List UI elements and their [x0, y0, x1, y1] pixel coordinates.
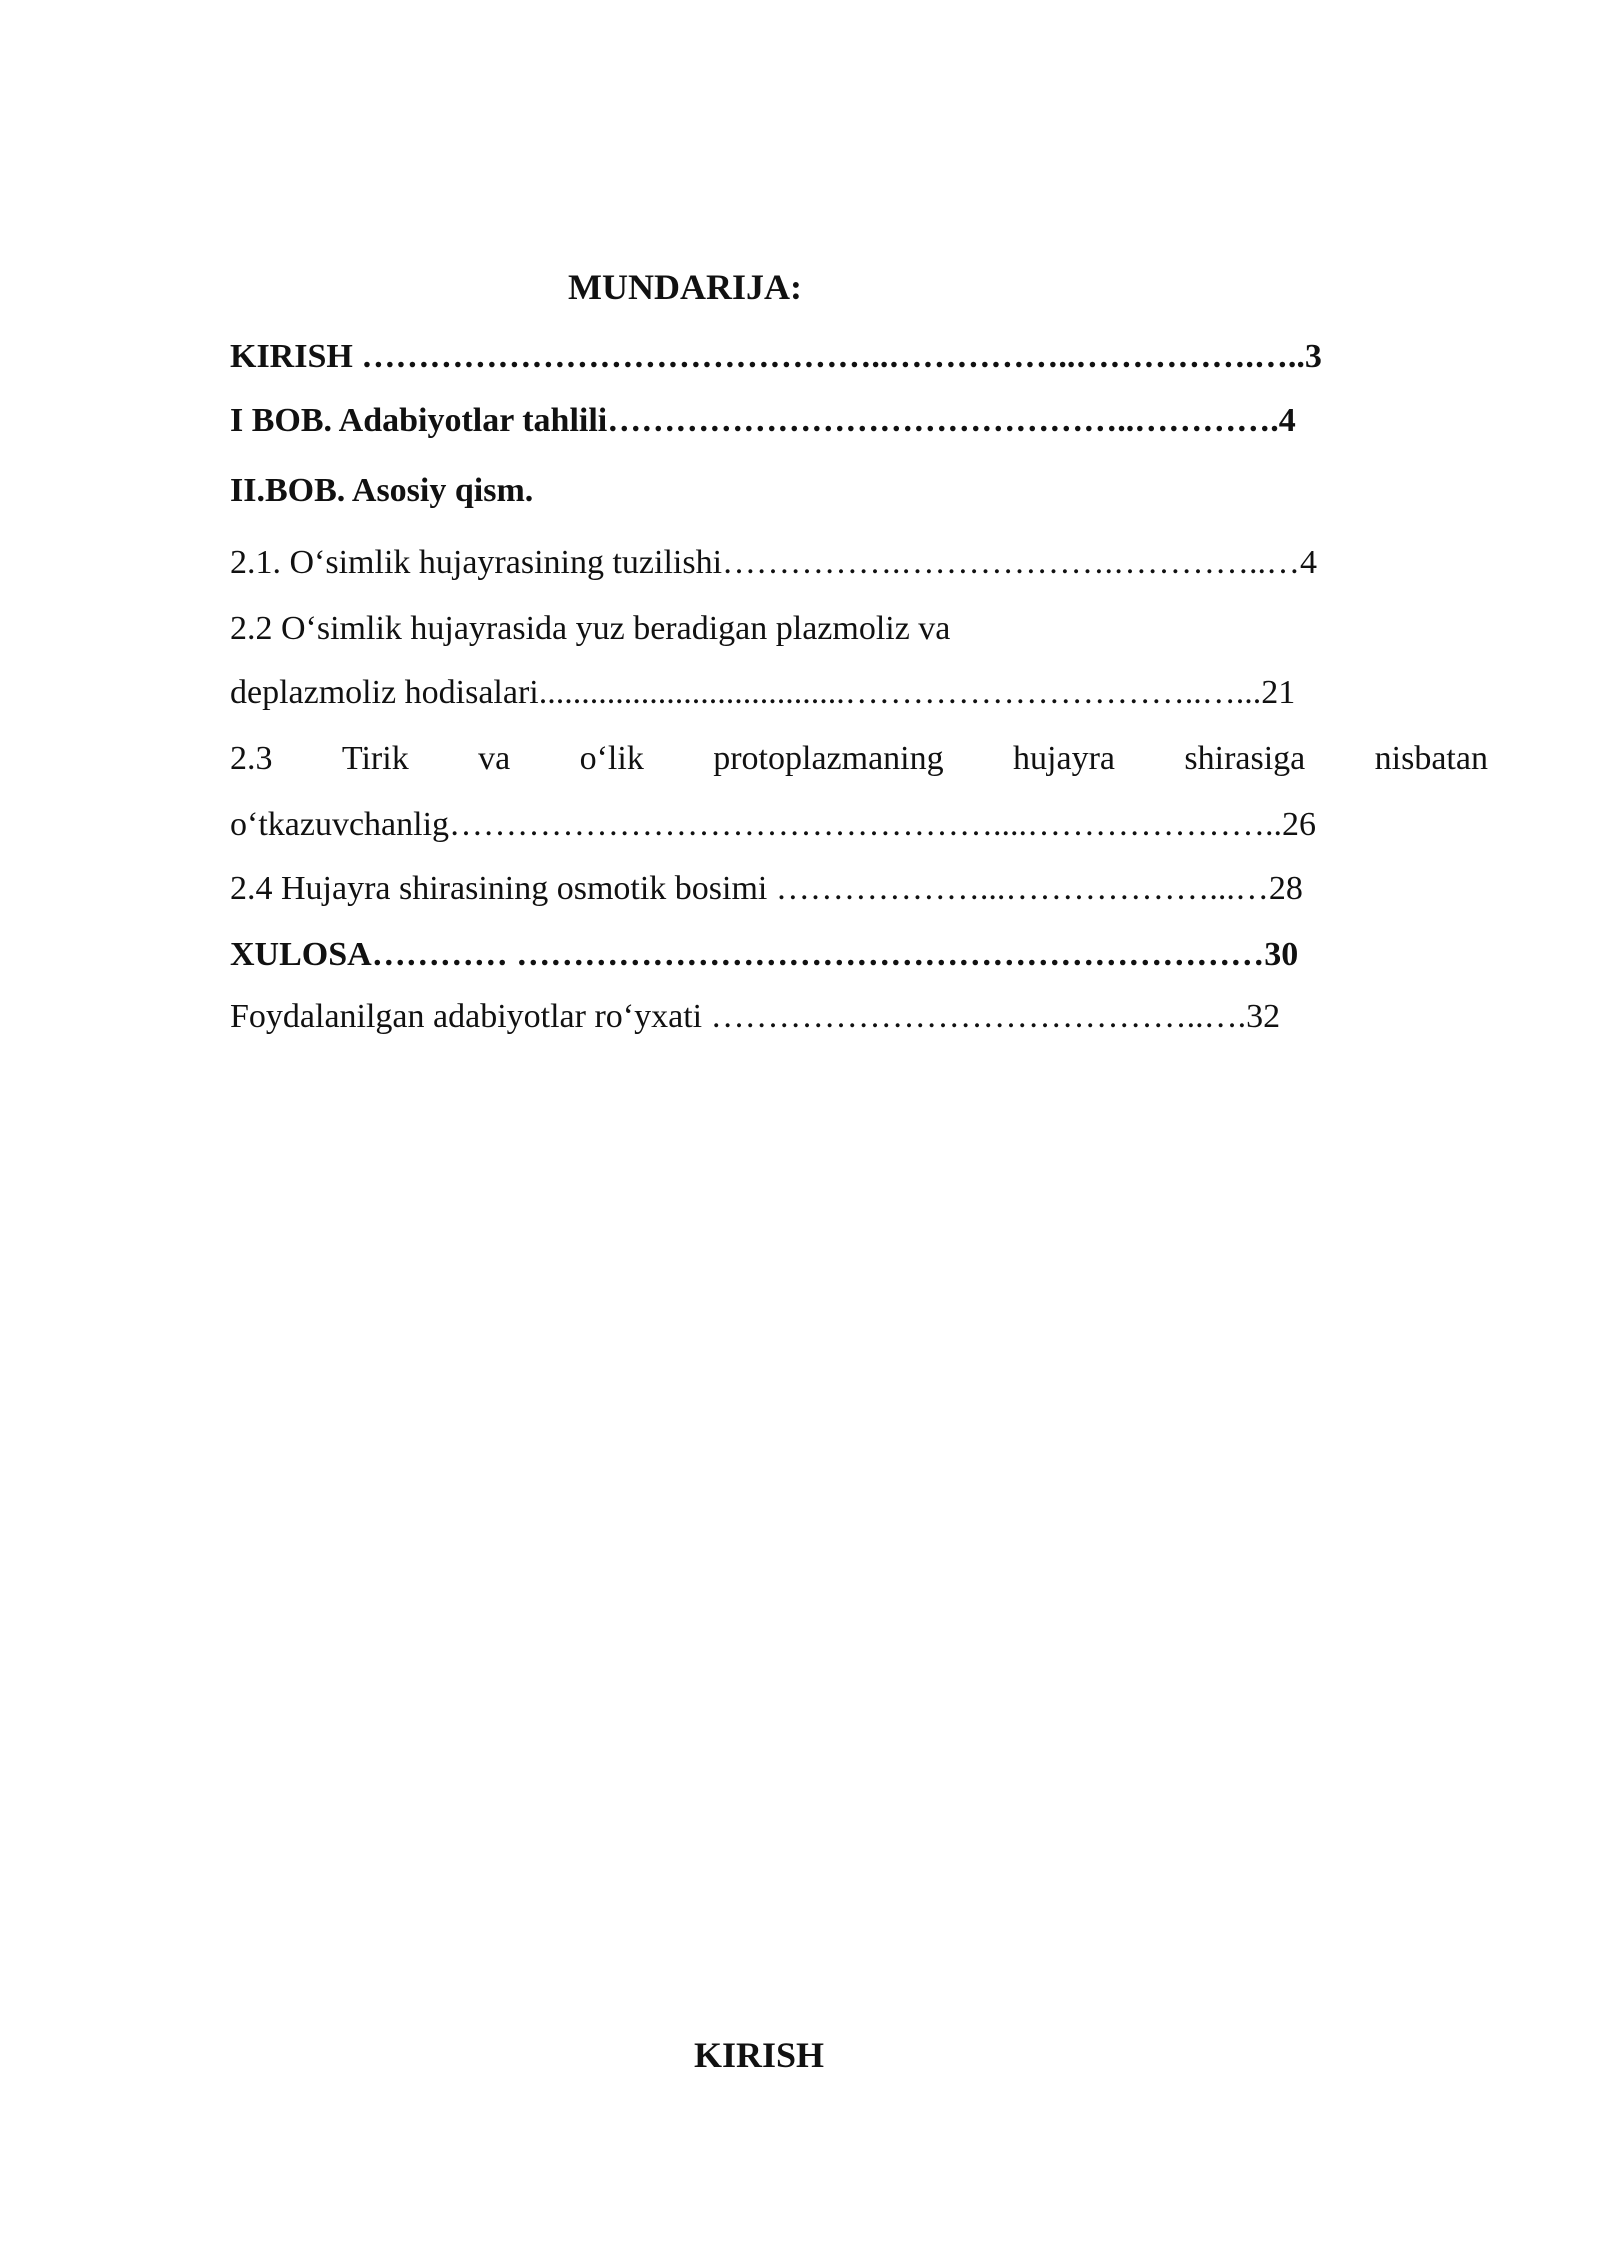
toc-entry-references: Foydalanilgan adabiyotlar ro‘yxati ……………………………………..….32 [230, 998, 1281, 1035]
toc-entry-2-2-line-1: 2.2 O‘simlik hujayrasida yuz beradigan plazmoliz va [230, 610, 951, 647]
toc-entry-2-3-line-1 [230, 740, 1488, 777]
toc-entry-chapter-1: I BOB. Adabiyotlar tahlili………………………………………..………….4 [230, 402, 1296, 439]
toc-entry-2-1: 2.1. O‘simlik hujayrasining tuzilishi…………….……………….…………..…4 [230, 544, 1318, 581]
toc-word: va [478, 740, 511, 777]
toc-word: nisbatan [1374, 740, 1488, 777]
toc-entry-kirish: KIRISH ………………………………………..……………..…………….…..3 [230, 338, 1322, 375]
section-heading-kirish: KIRISH [694, 2035, 825, 2075]
toc-word: o‘lik [579, 740, 644, 777]
contents-title: MUNDARIJA: [568, 267, 802, 307]
toc-entry-2-4: 2.4 Hujayra shirasining osmotik bosimi ………………...………………...…28 [230, 870, 1303, 907]
toc-word: protoplazmaning [713, 740, 944, 777]
toc-word: 2.3 [230, 740, 273, 777]
toc-entry-2-2-line-2: deplazmoliz hodisalari....................................…………………………..…...21 [230, 674, 1296, 711]
toc-word: hujayra [1013, 740, 1115, 777]
toc-entry-2-3-line-2: o‘tkazuvchanlig…………………………………………....…………………..26 [230, 806, 1317, 843]
toc-word: shirasiga [1184, 740, 1306, 777]
toc-entry-xulosa: XULOSA………… …………………………………………………………30 [230, 936, 1299, 973]
toc-entry-chapter-2: II.BOB. Asosiy qism. [230, 472, 534, 509]
toc-word: Tirik [341, 740, 409, 777]
